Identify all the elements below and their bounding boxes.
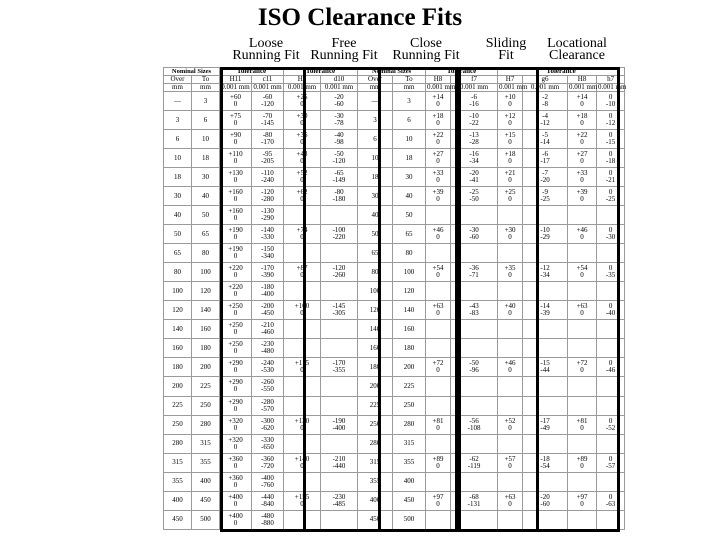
table-cell: 18	[358, 168, 393, 187]
column-header: d10	[321, 76, 358, 84]
table-cell: 280	[192, 415, 220, 434]
group-header-tolerance: Tolerance	[220, 68, 284, 76]
column-header: f7	[451, 76, 498, 84]
table-cell: +14 0	[426, 92, 451, 111]
table-cell: +220 0	[220, 263, 252, 282]
table-cell: +190 0	[220, 225, 252, 244]
table-cell: -70 -145	[252, 111, 284, 130]
table-cell: +33 0	[426, 168, 451, 187]
table-cell: +18 0	[426, 111, 451, 130]
table-cell: -20 -41	[451, 168, 498, 187]
table-cell: 50	[358, 225, 393, 244]
table-cell: +89 0	[426, 453, 451, 472]
table-cell: 65	[164, 244, 192, 263]
table-cell: 100	[393, 263, 426, 282]
unit-label: 0.001 mm	[284, 84, 321, 92]
table-cell: 355	[164, 472, 192, 491]
column-header: Over	[358, 76, 393, 84]
table-cell: 30	[192, 168, 220, 187]
table-cell: +115 0	[284, 358, 321, 377]
table-cell: -10 -29	[523, 225, 568, 244]
table-cell: 315	[393, 434, 426, 453]
table-cell: 40	[192, 187, 220, 206]
table-cell: +290 0	[220, 358, 252, 377]
table-cell: 3	[393, 92, 426, 111]
table-cell: 120	[393, 282, 426, 301]
column-header: H9	[284, 76, 321, 84]
table-cell: -9 -25	[523, 187, 568, 206]
table-cell: 0 -30	[597, 225, 625, 244]
table-cell: 400	[393, 472, 426, 491]
group-header-tolerance: Tolerance	[498, 68, 625, 76]
table-cell: +36 0	[284, 130, 321, 149]
table-cell: -300 -620	[252, 415, 284, 434]
table-cell: 400	[192, 472, 220, 491]
table-cell: +35 0	[498, 263, 523, 282]
fit-type-label-line2: Running Fit	[310, 48, 378, 63]
table-cell: -230 -485	[321, 491, 358, 510]
table-cell: 225	[393, 377, 426, 396]
table-cell: +89 0	[568, 453, 597, 472]
table-cell: -15 -44	[523, 358, 568, 377]
table-cell: -16 -34	[451, 149, 498, 168]
table-cell: 30	[358, 187, 393, 206]
group-header-tolerance: Tolerance	[284, 68, 358, 76]
table-cell: -330 -650	[252, 434, 284, 453]
table-cell: +30 0	[498, 225, 523, 244]
locational-clearance-frame	[536, 67, 620, 532]
table-cell: 180	[164, 358, 192, 377]
table-cell: -14 -39	[523, 301, 568, 320]
unit-label: mm	[192, 84, 220, 92]
table-cell: 80	[192, 244, 220, 263]
table-cell: +140 0	[284, 453, 321, 472]
table-cell: 250	[393, 396, 426, 415]
table-cell: -210 -460	[252, 320, 284, 339]
table-cell: +250 0	[220, 320, 252, 339]
table-cell: 50	[393, 206, 426, 225]
table-cell: -10 -22	[451, 111, 498, 130]
table-cell: 160	[358, 339, 393, 358]
table-cell: -110 -240	[252, 168, 284, 187]
table-cell: 10	[164, 149, 192, 168]
table-cell: 65	[393, 225, 426, 244]
table-cell: 0 -15	[597, 130, 625, 149]
table-cell: 450	[393, 491, 426, 510]
table-cell: 100	[192, 263, 220, 282]
unit-label: 0.001 mm	[427, 83, 456, 91]
table-cell: -6 -16	[451, 92, 498, 111]
table-cell: -260 -550	[252, 377, 284, 396]
table-cell: +97 0	[568, 491, 597, 510]
table-cell: +10 0	[498, 92, 523, 111]
sliding-fit-frame	[455, 67, 539, 532]
table-cell: -7 -20	[523, 168, 568, 187]
table-cell: 6	[192, 111, 220, 130]
table-cell: 160	[192, 320, 220, 339]
column-header: h7	[597, 76, 625, 84]
table-cell: +52 0	[284, 168, 321, 187]
table-cell: 10	[358, 149, 393, 168]
table-cell: +27 0	[568, 149, 597, 168]
table-cell: +22 0	[426, 130, 451, 149]
table-cell: 6	[393, 111, 426, 130]
table-cell: 18	[393, 149, 426, 168]
column-header: H8	[568, 76, 597, 84]
table-cell: +81 0	[568, 415, 597, 434]
table-cell: 500	[393, 510, 426, 529]
fit-type-label-line1: Sliding	[485, 36, 527, 51]
table-cell: 500	[192, 510, 220, 529]
table-cell: 450	[164, 510, 192, 529]
table-cell: +63 0	[426, 301, 451, 320]
fit-type-label-line1: Loose	[248, 36, 284, 51]
table-cell: 80	[164, 263, 192, 282]
free-running-fit-frame	[303, 67, 381, 532]
table-cell: 280	[358, 434, 393, 453]
table-cell: 250	[358, 415, 393, 434]
column-header: H11	[220, 76, 252, 84]
table-cell: 40	[358, 206, 393, 225]
table-cell: -480 -880	[252, 510, 284, 529]
table-cell: -280 -570	[252, 396, 284, 415]
table-cell: 140	[192, 301, 220, 320]
table-cell: 0 -40	[597, 301, 625, 320]
table-cell: 100	[358, 282, 393, 301]
table-cell: 225	[164, 396, 192, 415]
table-cell: -240 -530	[252, 358, 284, 377]
table-cell: 400	[164, 491, 192, 510]
table-cell: +110 0	[220, 149, 252, 168]
unit-label: 0.001 mm	[321, 84, 358, 92]
loose-running-fit-frame	[220, 67, 306, 532]
table-cell: 140	[358, 320, 393, 339]
table-cell: -80 -170	[252, 130, 284, 149]
table-cell: +40 0	[498, 301, 523, 320]
table-cell: 10	[192, 130, 220, 149]
table-cell: +33 0	[568, 168, 597, 187]
table-cell: +62 0	[284, 187, 321, 206]
table-cell: 100	[164, 282, 192, 301]
table-cell: +90 0	[220, 130, 252, 149]
table-cell: 355	[393, 453, 426, 472]
fit-type-free-running	[305, 38, 383, 62]
table-cell: 50	[164, 225, 192, 244]
table-cell: -120 -260	[321, 263, 358, 282]
column-header: g6	[523, 76, 568, 84]
table-cell: +220 0	[220, 282, 252, 301]
table-cell: -50 -120	[321, 149, 358, 168]
table-cell: -20 -60	[321, 92, 358, 111]
table-cell: +39 0	[568, 187, 597, 206]
table-cell: +81 0	[426, 415, 451, 434]
table-cell: +63 0	[568, 301, 597, 320]
table-cell: +130 0	[284, 415, 321, 434]
table-cell: —	[358, 92, 393, 111]
table-cell: -17 -49	[523, 415, 568, 434]
fit-type-close-running	[386, 38, 466, 62]
table-cell: +52 0	[498, 415, 523, 434]
table-cell: +320 0	[220, 434, 252, 453]
table-cell: 6	[358, 130, 393, 149]
table-cell: 120	[358, 301, 393, 320]
table-cell: 80	[393, 244, 426, 263]
table-cell: 200	[393, 358, 426, 377]
table-cell: -130 -290	[252, 206, 284, 225]
column-header: H8	[426, 76, 451, 84]
table-cell: -440 -840	[252, 491, 284, 510]
table-cell: +97 0	[426, 491, 451, 510]
table-cell: +360 0	[220, 472, 252, 491]
table-cell: +250 0	[220, 301, 252, 320]
unit-label: 0.001 mm	[499, 83, 528, 91]
table-cell: 355	[358, 472, 393, 491]
fit-type-label-line1: Free	[331, 36, 357, 51]
column-header: Over	[164, 76, 192, 84]
table-cell: 0 -21	[597, 168, 625, 187]
unit-label: 0.001 mm	[451, 84, 498, 92]
table-cell: +160 0	[220, 206, 252, 225]
table-cell: +400 0	[220, 491, 252, 510]
table-cell: 3	[358, 111, 393, 130]
table-cell: -80 -180	[321, 187, 358, 206]
table-cell: +74 0	[284, 225, 321, 244]
table-cell: +155 0	[284, 491, 321, 510]
group-header-tolerance: Tolerance	[426, 68, 498, 76]
fit-type-sliding	[474, 38, 538, 62]
unit-label: mm	[358, 84, 393, 92]
table-cell: 180	[192, 339, 220, 358]
fit-type-label-line1: Close	[410, 36, 442, 51]
table-cell: +39 0	[426, 187, 451, 206]
table-cell: -56 -108	[451, 415, 498, 434]
table-cell: +25 0	[284, 92, 321, 111]
table-cell: +60 0	[220, 92, 252, 111]
table-cell: +130 0	[220, 168, 252, 187]
table-cell: +46 0	[568, 225, 597, 244]
table-cell: +21 0	[498, 168, 523, 187]
table-cell: 355	[192, 453, 220, 472]
table-cell: +87 0	[284, 263, 321, 282]
table-cell: 80	[358, 263, 393, 282]
table-cell: 120	[164, 301, 192, 320]
table-cell: -43 -83	[451, 301, 498, 320]
table-cell: -120 -280	[252, 187, 284, 206]
table-cell: -65 -149	[321, 168, 358, 187]
page-title: ISO Clearance Fits	[257, 4, 463, 31]
table-cell: +46 0	[498, 358, 523, 377]
table-cell: 200	[164, 377, 192, 396]
table-cell: +63 0	[498, 491, 523, 510]
table-cell: 200	[358, 377, 393, 396]
table-cell: -230 -480	[252, 339, 284, 358]
table-cell: +18 0	[568, 111, 597, 130]
table-cell: -210 -440	[321, 453, 358, 472]
table-cell: 40	[393, 187, 426, 206]
table-cell: -95 -205	[252, 149, 284, 168]
table-cell: -12 -34	[523, 263, 568, 282]
table-cell: +54 0	[568, 263, 597, 282]
unit-label: 0.001 mm	[253, 83, 282, 91]
table-cell: +30 0	[284, 111, 321, 130]
group-header-nominal-sizes: Nominal Sizes	[358, 68, 426, 76]
column-header: To	[393, 76, 426, 84]
table-cell: 30	[393, 168, 426, 187]
table-cell: -30 -60	[451, 225, 498, 244]
table-cell: 6	[164, 130, 192, 149]
table-cell: 18	[164, 168, 192, 187]
table-cell: 280	[164, 434, 192, 453]
table-cell: 225	[192, 377, 220, 396]
table-cell: -170 -355	[321, 358, 358, 377]
table-cell: 225	[358, 396, 393, 415]
table-cell: -18 -54	[523, 453, 568, 472]
table-cell: +250 0	[220, 339, 252, 358]
fit-type-label-line2: Running Fit	[232, 48, 300, 63]
table-cell: -200 -450	[252, 301, 284, 320]
column-header: To	[192, 76, 220, 84]
table-cell: +75 0	[220, 111, 252, 130]
unit-label: 0.001 mm	[221, 83, 250, 91]
table-cell: -140 -330	[252, 225, 284, 244]
fit-type-label-line2: Clearance	[549, 48, 605, 63]
table-cell: -13 -28	[451, 130, 498, 149]
table-cell: 180	[358, 358, 393, 377]
table-cell: +72 0	[426, 358, 451, 377]
column-header: H7	[498, 76, 523, 84]
table-cell: +46 0	[426, 225, 451, 244]
unit-label: mm	[164, 84, 192, 92]
table-cell: 0 -25	[597, 187, 625, 206]
table-cell: +290 0	[220, 396, 252, 415]
table-cell: -6 -17	[523, 149, 568, 168]
table-cell: 3	[192, 92, 220, 111]
table-cell: 3	[164, 111, 192, 130]
close-running-fit-frame	[378, 67, 461, 532]
table-cell: +18 0	[498, 149, 523, 168]
table-cell: 315	[192, 434, 220, 453]
table-cell: 0 -57	[597, 453, 625, 472]
table-cell: 65	[358, 244, 393, 263]
unit-label: 0.001 mm	[598, 83, 627, 91]
table-cell: +320 0	[220, 415, 252, 434]
table-cell: 18	[192, 149, 220, 168]
table-cell: 0 -18	[597, 149, 625, 168]
table-cell: -145 -305	[321, 301, 358, 320]
table-cell: -190 -400	[321, 415, 358, 434]
table-cell: +360 0	[220, 453, 252, 472]
table-cell: 0 -46	[597, 358, 625, 377]
table-cell: 450	[358, 510, 393, 529]
fit-type-label-line1: Locational	[547, 36, 607, 51]
table-cell: +100 0	[284, 301, 321, 320]
table-cell: 160	[164, 339, 192, 358]
table-cell: 400	[358, 491, 393, 510]
table-cell: 140	[393, 301, 426, 320]
table-cell: +160 0	[220, 187, 252, 206]
table-cell: +25 0	[498, 187, 523, 206]
table-cell: -30 -78	[321, 111, 358, 130]
table-cell: -100 -220	[321, 225, 358, 244]
unit-label: 0.001 mm	[569, 83, 598, 91]
table-cell: +15 0	[498, 130, 523, 149]
table-cell: +400 0	[220, 510, 252, 529]
fit-type-label-line2: Fit	[498, 48, 514, 63]
unit-label: 0.001 mm	[523, 84, 568, 92]
table-cell: -36 -71	[451, 263, 498, 282]
table-cell: 10	[393, 130, 426, 149]
table-cell: +54 0	[426, 263, 451, 282]
group-header-nominal-sizes: Nominal Sizes	[164, 68, 220, 76]
column-header: c11	[252, 76, 284, 84]
fit-type-label-line2: Running Fit	[392, 48, 460, 63]
table-cell: -20 -60	[523, 491, 568, 510]
unit-label: mm	[393, 84, 426, 92]
table-cell: -150 -340	[252, 244, 284, 263]
table-cell: —	[164, 92, 192, 111]
table-cell: -180 -400	[252, 282, 284, 301]
table-cell: -40 -98	[321, 130, 358, 149]
table-cell: +14 0	[568, 92, 597, 111]
table-cell: 140	[164, 320, 192, 339]
table-cell: 0 -63	[597, 491, 625, 510]
table-cell: +27 0	[426, 149, 451, 168]
fit-type-loose-running	[228, 38, 304, 62]
table-cell: -25 -50	[451, 187, 498, 206]
table-cell: -4 -12	[523, 111, 568, 130]
table-cell: 315	[164, 453, 192, 472]
table-cell: -50 -96	[451, 358, 498, 377]
table-cell: 280	[393, 415, 426, 434]
table-cell: 200	[192, 358, 220, 377]
table-cell: -68 -131	[451, 491, 498, 510]
table-cell: +190 0	[220, 244, 252, 263]
table-cell: -170 -390	[252, 263, 284, 282]
table-cell: 40	[164, 206, 192, 225]
table-cell: 30	[164, 187, 192, 206]
table-cell: -62 -119	[451, 453, 498, 472]
table-cell: +12 0	[498, 111, 523, 130]
table-cell: 120	[192, 282, 220, 301]
table-cell: -360 -720	[252, 453, 284, 472]
table-cell: 450	[192, 491, 220, 510]
table-cell: 180	[393, 339, 426, 358]
table-cell: +290 0	[220, 377, 252, 396]
table-cell: 315	[358, 453, 393, 472]
table-cell: -400 -760	[252, 472, 284, 491]
table-cell: 0 -10	[597, 92, 625, 111]
table-cell: 0 -35	[597, 263, 625, 282]
fit-type-locational-clearance	[540, 38, 614, 62]
table-cell: -5 -14	[523, 130, 568, 149]
table-cell: 50	[192, 206, 220, 225]
table-cell: 0 -12	[597, 111, 625, 130]
table-cell: 160	[393, 320, 426, 339]
table-cell: +57 0	[498, 453, 523, 472]
table-cell: +22 0	[568, 130, 597, 149]
table-cell: +72 0	[568, 358, 597, 377]
table-cell: 65	[192, 225, 220, 244]
table-cell: 250	[164, 415, 192, 434]
table-cell: -2 -8	[523, 92, 568, 111]
table-cell: 250	[192, 396, 220, 415]
table-cell: 0 -52	[597, 415, 625, 434]
table-cell: -60 -120	[252, 92, 284, 111]
table-cell: +43 0	[284, 149, 321, 168]
